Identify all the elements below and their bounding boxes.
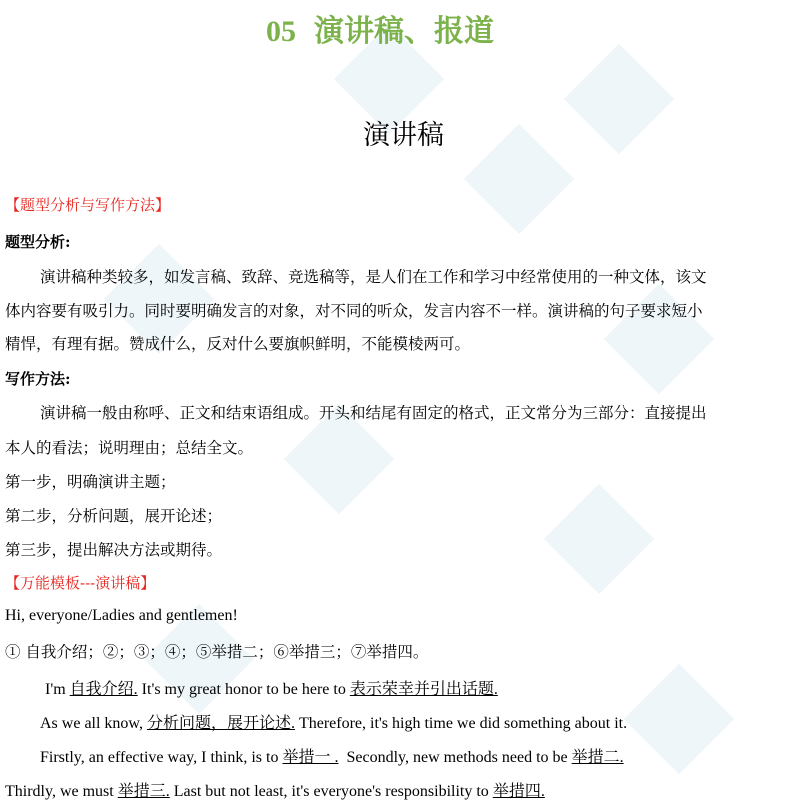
method-paragraph-line: 本人的看法；说明理由；总结全文。 bbox=[5, 439, 254, 457]
title-number: 05 bbox=[266, 15, 296, 48]
template-text: It's my great honor to be here to bbox=[137, 681, 350, 698]
analysis-paragraph-line: 精悍，有理有据。赞成什么，反对什么要旗帜鲜明，不能模棱两可。 bbox=[5, 335, 471, 353]
section-label-analysis: 【题型分析与写作方法】 bbox=[5, 196, 171, 214]
template-text: Last but not least, it's everyone's responsibility to bbox=[169, 783, 493, 800]
template-blank: 举措二. bbox=[571, 749, 624, 766]
document-title bbox=[0, 6, 760, 50]
template-line bbox=[5, 778, 801, 801]
template-text: Therefore, it's high time we did something about it. bbox=[294, 715, 628, 732]
template-text: Thirdly, we must bbox=[5, 783, 118, 800]
template-line bbox=[40, 710, 801, 733]
template-blank: 举措三. bbox=[117, 783, 170, 800]
template-blank: 举措一 . bbox=[282, 749, 339, 766]
template-blank: 表示荣幸并引出话题. bbox=[349, 681, 498, 698]
template-text: Secondly, new methods need to be bbox=[338, 749, 572, 766]
template-blank: 自我介绍. bbox=[69, 681, 138, 698]
template-blank: 分析问题，展开论述. bbox=[146, 715, 295, 732]
step-item: 第一步，明确演讲主题； bbox=[5, 473, 176, 491]
method-heading: 写作方法: bbox=[5, 370, 71, 388]
template-blank: 举措四. bbox=[492, 783, 545, 800]
template-outline: ① 自我介绍；②；③；④；⑤举措二；⑥举措三；⑦举措四。 bbox=[5, 643, 429, 661]
template-text: As we all know, bbox=[40, 715, 147, 732]
template-text: I'm bbox=[45, 681, 70, 698]
step-item: 第三步，提出解决方法或期待。 bbox=[5, 541, 223, 559]
analysis-heading: 题型分析: bbox=[5, 233, 71, 251]
template-line bbox=[40, 744, 801, 767]
title-text: 演讲稿、报道 bbox=[314, 14, 494, 49]
template-greeting: Hi, everyone/Ladies and gentlemen! bbox=[5, 607, 238, 624]
template-line bbox=[45, 676, 801, 699]
template-text: Firstly, an effective way, I think, is to bbox=[40, 749, 283, 766]
method-paragraph-line: 演讲稿一般由称呼、正文和结束语组成。开头和结尾有固定的格式，正文常分为三部分：直接提出 bbox=[40, 404, 707, 422]
analysis-paragraph-line: 演讲稿种类较多，如发言稿、致辞、竞选稿等，是人们在工作和学习中经常使用的一种文体，该文 bbox=[40, 268, 707, 286]
section-title: 演讲稿 bbox=[363, 120, 444, 151]
step-item: 第二步，分析问题，展开论述； bbox=[5, 507, 223, 525]
section-label-template: 【万能模板---演讲稿】 bbox=[5, 574, 156, 592]
analysis-paragraph-line: 体内容要有吸引力。同时要明确发言的对象，对不同的听众，发言内容不一样。演讲稿的句子要求短小 bbox=[5, 302, 703, 320]
